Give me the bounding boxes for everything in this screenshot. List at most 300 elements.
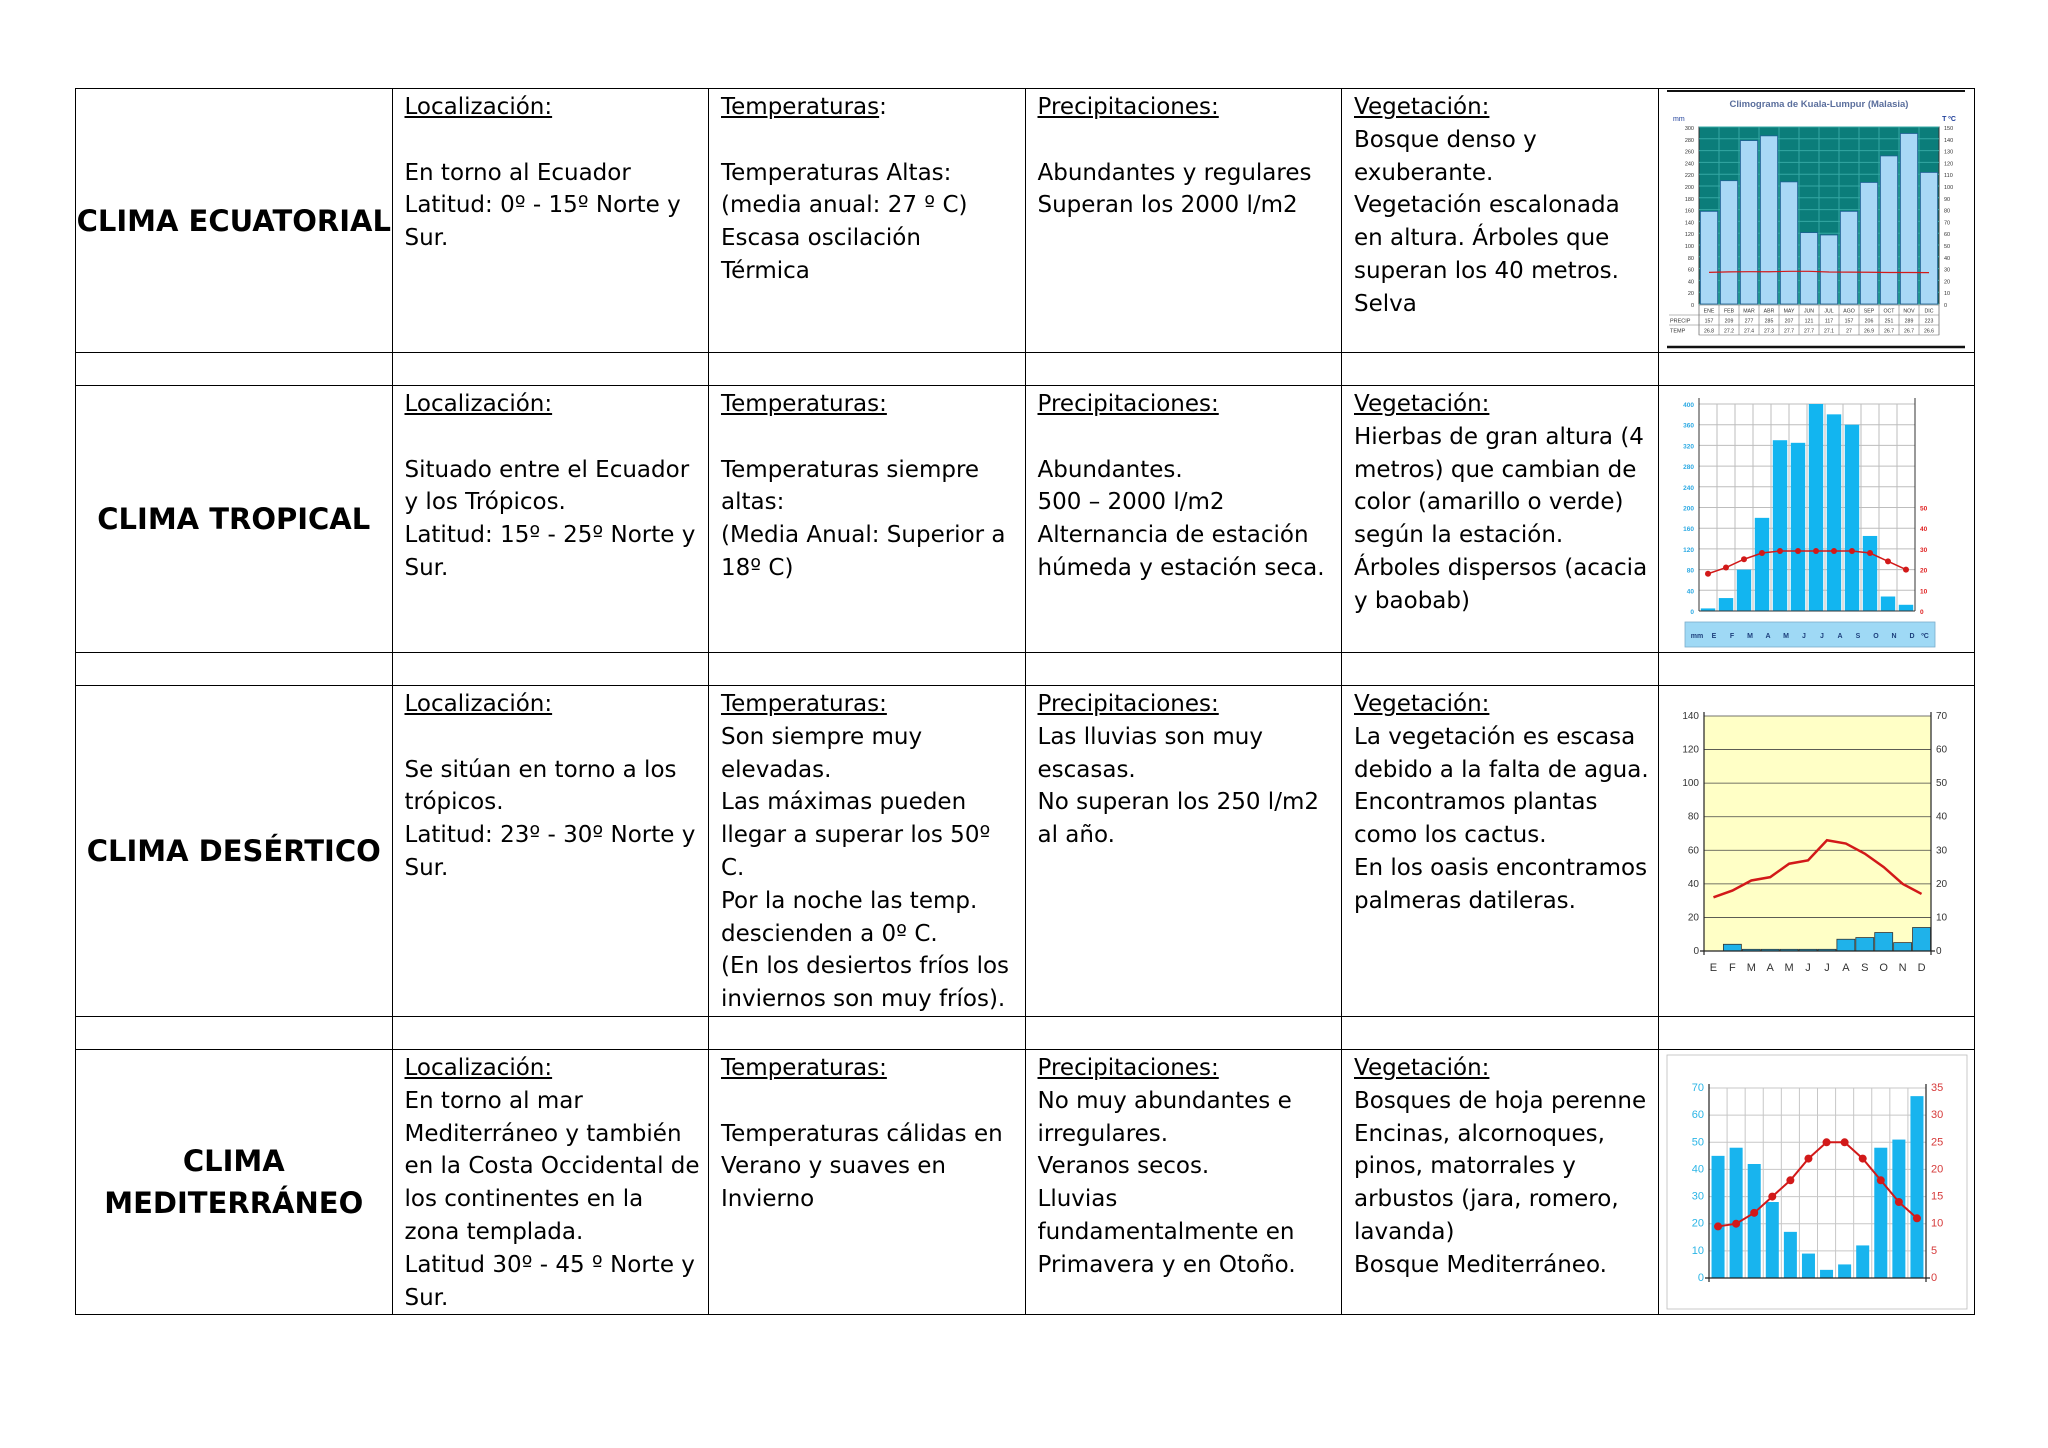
- temperaturas-line: Las máximas pueden llegar a superar los 50º C.: [721, 789, 991, 881]
- climograph-cell: [1658, 89, 1975, 353]
- month-label: ABR: [1763, 308, 1774, 315]
- precipitaciones-line: Abundantes.: [1037, 456, 1183, 483]
- left-tick-label: 160: [1684, 208, 1694, 215]
- temperaturas-line: (En los desiertos fríos los inviernos son muy fríos).: [721, 953, 1010, 1013]
- precip-value: 121: [1804, 318, 1813, 325]
- temperature-point: [1813, 548, 1819, 554]
- spacer-cell: [1658, 353, 1975, 386]
- precip-bar: [1855, 938, 1873, 951]
- spacer-cell: [1025, 653, 1342, 686]
- temperaturas-heading-label: Temperaturas: [721, 94, 880, 120]
- month-label: N: [1898, 962, 1907, 974]
- precipitaciones-heading: [1038, 1052, 1334, 1085]
- climate-name: CLIMA TROPICAL: [97, 502, 371, 536]
- right-tick-label: 70: [1935, 711, 1947, 722]
- right-unit-label: T ºC: [1941, 116, 1956, 123]
- spacer-row: [76, 1016, 1975, 1049]
- localizacion-heading-label: Localización:: [404, 691, 553, 717]
- climate-table: [75, 88, 1975, 1315]
- right-tick-label: 120: [1943, 161, 1953, 168]
- precip-bar: [1862, 536, 1876, 611]
- localizacion-heading-label: Localización:: [404, 391, 553, 417]
- spacer-cell: [1342, 353, 1659, 386]
- precip-bar: [1898, 605, 1912, 611]
- right-tick-label: 10: [1935, 912, 1947, 924]
- temperature-point: [1831, 548, 1837, 554]
- month-label: M: [1746, 633, 1753, 640]
- vegetacion-heading: [1354, 688, 1650, 721]
- precip-bar: [1874, 933, 1892, 951]
- temp-value: 26.6: [1923, 328, 1934, 335]
- temperature-point: [1822, 1138, 1830, 1146]
- month-label: A: [1766, 962, 1774, 974]
- localizacion-line: [405, 124, 701, 157]
- precipitaciones-line: Lluvias fundamentalmente en Primavera y en Otoño.: [1037, 1186, 1296, 1278]
- precipitaciones-heading: [1038, 688, 1334, 721]
- temperature-point: [1867, 550, 1873, 556]
- spacer-row: [76, 353, 1975, 386]
- localizacion-line: [405, 421, 701, 454]
- climate-name: CLIMA ECUATORIAL: [76, 203, 391, 238]
- vegetacion-line: Vegetación escalonada en altura. Árboles que superan los 40 metros.: [1354, 192, 1620, 284]
- left-tick-label: 280: [1684, 137, 1694, 144]
- climograph-cell: [1658, 686, 1975, 1017]
- vegetacion-heading-label: Vegetación:: [1354, 691, 1490, 717]
- temperaturas-line: (media anual: 27 º C): [721, 192, 968, 219]
- left-tick-label: 140: [1684, 220, 1694, 227]
- left-tick-label: 40: [1687, 878, 1699, 890]
- temperaturas-line: Por la noche las temp. descienden a 0º C.: [721, 887, 978, 947]
- vegetacion-line: Bosque denso y exuberante.: [1354, 126, 1537, 186]
- precip-bar: [1840, 211, 1857, 304]
- precipitaciones-line: [1038, 124, 1334, 157]
- precip-bar: [1826, 414, 1840, 611]
- left-tick-label: 0: [1689, 609, 1694, 616]
- temperature-point: [1732, 1220, 1740, 1228]
- precipitaciones-heading-label: Precipitaciones:: [1037, 1054, 1219, 1081]
- left-tick-label: 50: [1691, 1136, 1704, 1149]
- vegetacion-line: Encontramos plantas como los cactus.: [1354, 789, 1598, 849]
- right-tick-label: 30: [1919, 546, 1927, 554]
- table-body: [76, 89, 1975, 1315]
- month-label: M: [1746, 962, 1756, 974]
- climate-name: MEDITERRÁNEO: [104, 1186, 364, 1221]
- precip-value: 289: [1904, 318, 1913, 325]
- right-tick-label: 25: [1930, 1136, 1943, 1149]
- climograph-cell: [1658, 1049, 1975, 1314]
- month-label: AGO: [1842, 308, 1855, 315]
- temperature-point: [1849, 548, 1855, 554]
- precipitaciones-line: Veranos secos.: [1037, 1153, 1210, 1180]
- precip-bar: [1836, 939, 1854, 951]
- right-tick-label: 110: [1943, 173, 1953, 180]
- right-tick-label: 15: [1930, 1190, 1943, 1203]
- localizacion-line: Latitud: 15º - 25º Norte y Sur.: [404, 522, 696, 581]
- month-label: M: [1782, 633, 1789, 640]
- climate-row: [76, 686, 1975, 1017]
- month-label: E: [1711, 633, 1716, 640]
- climate-name-cell: [76, 686, 393, 1017]
- left-tick-label: 60: [1691, 1109, 1704, 1122]
- temperaturas-heading-label: Temperaturas:: [721, 1054, 887, 1081]
- spacer-cell: [1342, 1016, 1659, 1049]
- vegetacion-line: Bosque Mediterráneo.: [1354, 1251, 1607, 1278]
- desert-climograph: [1659, 686, 1975, 983]
- left-tick-label: 60: [1687, 845, 1699, 857]
- temperaturas-heading: [721, 688, 1017, 721]
- vegetacion-cell: [1342, 1049, 1659, 1314]
- spacer-cell: [709, 353, 1026, 386]
- precip-bar: [1874, 1148, 1887, 1278]
- spacer-cell: [76, 1016, 393, 1049]
- climate-row: [76, 89, 1975, 353]
- vegetacion-cell: [1342, 89, 1659, 353]
- month-label: A: [1841, 962, 1850, 974]
- left-tick-label: 400: [1682, 402, 1694, 409]
- temperaturas-line: Son siempre muy elevadas.: [721, 723, 923, 783]
- left-tick-label: 0: [1692, 946, 1699, 957]
- month-label: O: [1872, 633, 1879, 640]
- right-tick-label: 60: [1935, 744, 1947, 756]
- month-label: MAY: [1783, 308, 1794, 315]
- climate-name: CLIMA: [182, 1144, 285, 1179]
- month-label: J: [1823, 962, 1830, 974]
- vegetacion-line: En los oasis encontramos palmeras datileras.: [1354, 854, 1648, 914]
- month-label: M: [1784, 962, 1794, 974]
- temperature-point: [1786, 1176, 1794, 1184]
- left-tick-label: 140: [1681, 711, 1699, 722]
- left-tick-label: 100: [1684, 244, 1694, 250]
- month-label: A: [1764, 633, 1771, 640]
- climate-name: CLIMA DESÉRTICO: [86, 833, 381, 868]
- temperaturas-heading: [721, 388, 1017, 421]
- climate-row: [76, 386, 1975, 653]
- spacer-cell: [709, 1016, 1026, 1049]
- temp-value: 27: [1845, 328, 1852, 335]
- right-tick-label: 60: [1943, 232, 1950, 239]
- localizacion-line: [405, 721, 701, 754]
- right-tick-label: 80: [1943, 208, 1950, 215]
- temperaturas-cell: [709, 686, 1026, 1017]
- right-tick-label: 40: [1943, 255, 1950, 262]
- temperature-point: [1804, 1155, 1812, 1163]
- temperaturas-heading: [721, 91, 1017, 124]
- precip-bar: [1808, 404, 1822, 611]
- left-tick-label: 0: [1697, 1271, 1704, 1284]
- localizacion-line: Latitud: 23º - 30º Norte y Sur.: [404, 822, 696, 881]
- chart-title: Climograma de Kuala-Lumpur (Malasia): [1729, 99, 1908, 110]
- precip-value: 277: [1744, 318, 1753, 325]
- right-tick-label: 20: [1930, 1163, 1943, 1176]
- spacer-cell: [1025, 1016, 1342, 1049]
- right-tick-label: 5: [1930, 1244, 1937, 1257]
- precip-bar: [1800, 233, 1817, 304]
- month-label: NOV: [1902, 308, 1915, 315]
- precip-value: 157: [1704, 318, 1713, 325]
- precip-bar: [1900, 133, 1917, 304]
- precip-bar: [1892, 1140, 1905, 1278]
- precip-bar: [1820, 235, 1837, 304]
- right-tick-label: 50: [1935, 778, 1947, 790]
- temperaturas-cell: [709, 89, 1026, 353]
- vegetacion-heading: [1354, 388, 1650, 421]
- precip-bar: [1760, 136, 1777, 304]
- vegetacion-heading: [1354, 1052, 1650, 1085]
- right-tick-label: 130: [1943, 149, 1953, 156]
- right-tick-label: 50: [1943, 244, 1950, 250]
- climate-name-cell: [76, 89, 393, 353]
- spacer-cell: [1342, 653, 1659, 686]
- precip-bar: [1790, 443, 1804, 611]
- left-tick-label: 80: [1687, 255, 1694, 262]
- precip-bar: [1772, 440, 1786, 611]
- spacer-cell: [392, 1016, 709, 1049]
- left-tick-label: 220: [1684, 173, 1694, 180]
- temp-value: 27.4: [1743, 328, 1754, 335]
- month-label: N: [1890, 633, 1897, 640]
- temp-row-label: TEMP: [1669, 328, 1685, 335]
- precip-bar: [1740, 141, 1757, 304]
- left-tick-label: 120: [1681, 744, 1699, 756]
- temp-value: 27.3: [1763, 328, 1774, 335]
- precip-bar: [1723, 944, 1741, 951]
- right-tick-label: 30: [1943, 267, 1950, 274]
- temperaturas-line: Escasa oscilación Térmica: [721, 225, 921, 284]
- left-unit-label: mm: [1690, 633, 1703, 640]
- precip-bar: [1838, 1264, 1851, 1278]
- localizacion-heading: [405, 388, 701, 421]
- temperature-point: [1750, 1209, 1758, 1217]
- left-tick-label: 40: [1686, 588, 1694, 596]
- localizacion-line: Se sitúan en torno a los trópicos.: [404, 756, 677, 816]
- left-tick-label: 10: [1691, 1244, 1704, 1257]
- precipitaciones-line: 500 – 2000 l/m2: [1037, 489, 1225, 516]
- spacer-cell: [1025, 353, 1342, 386]
- plot-area: [1704, 716, 1931, 951]
- month-band: [1685, 622, 1935, 647]
- localizacion-cell: [392, 1049, 709, 1314]
- precipitaciones-line: [1038, 421, 1334, 454]
- precip-bar: [1765, 1202, 1778, 1278]
- precipitaciones-line: No superan los 250 l/m2 al año.: [1037, 789, 1319, 849]
- temperature-point: [1759, 550, 1765, 556]
- localizacion-cell: [392, 89, 709, 353]
- month-label: F: [1728, 962, 1736, 974]
- temperature-point: [1840, 1138, 1848, 1146]
- spacer-cell: [709, 653, 1026, 686]
- precipitaciones-line: Las lluvias son muy escasas.: [1037, 723, 1263, 783]
- precip-value: 207: [1784, 318, 1793, 325]
- precip-bar: [1880, 597, 1894, 611]
- precip-bar: [1801, 1254, 1814, 1278]
- temperaturas-line: Temperaturas cálidas en Verano y suaves en Invierno: [721, 1120, 1003, 1213]
- temperaturas-line: Temperaturas Altas:: [721, 159, 952, 186]
- precipitaciones-heading-label: Precipitaciones:: [1037, 691, 1219, 717]
- precip-bar: [1912, 928, 1930, 952]
- vegetacion-heading-label: Vegetación:: [1354, 1054, 1490, 1081]
- left-tick-label: 240: [1684, 161, 1694, 168]
- left-tick-label: 120: [1682, 546, 1694, 554]
- localizacion-heading: [405, 1052, 701, 1085]
- month-label: ENE: [1703, 308, 1714, 315]
- left-tick-label: 20: [1691, 1217, 1704, 1230]
- temp-value: 26.7: [1883, 328, 1894, 335]
- precip-bar: [1780, 182, 1797, 304]
- precipitaciones-heading: [1038, 388, 1334, 421]
- precip-bar: [1856, 1245, 1869, 1278]
- temp-value: 26.7: [1903, 328, 1914, 335]
- mediterranean-climograph: [1659, 1050, 1975, 1314]
- precip-bar: [1711, 1156, 1724, 1278]
- left-tick-label: 180: [1684, 196, 1694, 203]
- localizacion-line: En torno al Ecuador: [404, 159, 631, 186]
- month-label: D: [1908, 633, 1915, 640]
- precip-bar: [1700, 211, 1717, 304]
- temperaturas-line: [721, 124, 1017, 157]
- left-tick-label: 200: [1682, 505, 1694, 513]
- precip-bar: [1920, 172, 1937, 304]
- precip-value: 223: [1924, 318, 1933, 325]
- temp-value: 26.8: [1703, 328, 1714, 335]
- left-tick-label: 320: [1682, 443, 1694, 451]
- right-tick-label: 35: [1930, 1081, 1943, 1094]
- right-tick-label: 0: [1919, 609, 1924, 616]
- right-tick-label: 0: [1935, 946, 1942, 957]
- left-tick-label: 300: [1684, 126, 1694, 132]
- spacer-cell: [1658, 653, 1975, 686]
- precipitaciones-cell: [1025, 686, 1342, 1017]
- temperature-point: [1876, 1176, 1884, 1184]
- climate-name-cell: [76, 386, 393, 653]
- left-tick-label: 200: [1684, 185, 1694, 191]
- left-tick-label: 20: [1687, 291, 1694, 298]
- vegetacion-heading-label: Vegetación:: [1354, 94, 1490, 120]
- precip-bar: [1860, 182, 1877, 304]
- temperature-point: [1795, 548, 1801, 554]
- month-label: D: [1917, 962, 1926, 974]
- left-tick-label: 80: [1687, 811, 1699, 823]
- month-label: JUL: [1823, 308, 1834, 315]
- month-label: S: [1860, 962, 1868, 974]
- left-tick-label: 260: [1684, 149, 1694, 156]
- precip-value: 285: [1764, 318, 1773, 325]
- localizacion-cell: [392, 386, 709, 653]
- temperaturas-line: Temperaturas siempre altas:: [721, 456, 980, 516]
- temperaturas-line: [721, 1085, 1017, 1118]
- vegetacion-heading-label: Vegetación:: [1354, 391, 1490, 417]
- localizacion-heading: [405, 91, 701, 124]
- temperature-point: [1903, 567, 1909, 573]
- spacer-cell: [76, 653, 393, 686]
- precip-bar: [1880, 156, 1897, 304]
- precip-value: 117: [1824, 318, 1833, 325]
- precipitaciones-heading-label: Precipitaciones:: [1037, 391, 1219, 417]
- left-tick-label: 360: [1682, 422, 1694, 430]
- temperature-point: [1858, 1155, 1866, 1163]
- temperature-point: [1714, 1222, 1722, 1230]
- temperaturas-cell: [709, 1049, 1026, 1314]
- right-tick-label: 150: [1943, 126, 1953, 132]
- temperature-point: [1705, 571, 1711, 577]
- left-tick-label: 40: [1691, 1163, 1704, 1176]
- precip-value: 206: [1864, 318, 1873, 325]
- kuala-lumpur-climograph: [1659, 89, 1975, 352]
- vegetacion-line: Bosques de hoja perenne: [1354, 1087, 1647, 1114]
- right-tick-label: 10: [1930, 1217, 1943, 1230]
- right-tick-label: 30: [1930, 1109, 1943, 1122]
- left-tick-label: 60: [1687, 267, 1694, 274]
- temperaturas-line: [721, 421, 1017, 454]
- localizacion-heading: [405, 688, 701, 721]
- precipitaciones-cell: [1025, 1049, 1342, 1314]
- temperaturas-heading-colon: :: [879, 94, 887, 120]
- right-tick-label: 90: [1943, 196, 1950, 203]
- localizacion-line: Latitud 30º - 45 º Norte y Sur.: [404, 1251, 695, 1311]
- temp-value: 27.7: [1803, 328, 1814, 335]
- temp-value: 26.9: [1863, 328, 1874, 335]
- precipitaciones-line: No muy abundantes e irregulares.: [1037, 1087, 1292, 1147]
- month-label: JUN: [1803, 308, 1814, 315]
- right-tick-label: 20: [1935, 878, 1947, 890]
- vegetacion-line: Encinas, alcornoques, pinos, matorrales y arbustos (jara, romero, lavanda): [1354, 1120, 1619, 1245]
- right-tick-label: 40: [1919, 526, 1927, 534]
- month-label: DIC: [1924, 308, 1933, 315]
- precip-bar: [1820, 1270, 1833, 1278]
- precip-row-label: PRECIP: [1669, 318, 1690, 325]
- left-tick-label: 160: [1682, 526, 1694, 534]
- precipitaciones-heading-label: Precipitaciones:: [1037, 94, 1219, 120]
- temperaturas-heading-label: Temperaturas:: [721, 391, 887, 417]
- month-label: J: [1801, 633, 1806, 640]
- right-tick-label: 40: [1935, 811, 1947, 823]
- month-label: MAR: [1742, 308, 1755, 315]
- left-tick-label: 120: [1684, 232, 1694, 239]
- right-tick-label: 10: [1943, 291, 1950, 298]
- temperature-point: [1741, 556, 1747, 562]
- vegetacion-line: La vegetación es escasa debido a la falta de agua.: [1354, 723, 1649, 783]
- left-unit-label: mm: [1672, 116, 1685, 123]
- precip-bar: [1718, 598, 1732, 611]
- left-tick-label: 80: [1686, 567, 1694, 575]
- climograph-cell: [1658, 386, 1975, 653]
- temp-value: 27.1: [1823, 328, 1834, 335]
- localizacion-line: Situado entre el Ecuador y los Trópicos.: [404, 456, 690, 516]
- vegetacion-heading: [1354, 91, 1650, 124]
- precip-bar: [1747, 1164, 1760, 1278]
- temperaturas-heading-label: Temperaturas:: [721, 691, 887, 717]
- month-label: F: [1729, 633, 1734, 640]
- spacer-cell: [392, 653, 709, 686]
- temperature-point: [1768, 1193, 1776, 1201]
- vegetacion-line: Hierbas de gran altura (4 metros) que cambian de color (amarillo o verde) según la estación.: [1354, 423, 1644, 549]
- precip-bar: [1754, 518, 1768, 611]
- temperature-point: [1912, 1214, 1920, 1222]
- precip-value: 157: [1844, 318, 1853, 325]
- localizacion-line: Latitud: 0º - 15º Norte y Sur.: [404, 192, 681, 252]
- vegetacion-cell: [1342, 686, 1659, 1017]
- right-tick-label: 0: [1930, 1271, 1937, 1284]
- spacer-cell: [1658, 1016, 1975, 1049]
- left-tick-label: 40: [1687, 279, 1694, 286]
- localizacion-heading-label: Localización:: [404, 94, 553, 120]
- localizacion-line: En torno al mar Mediterráneo y también en la Costa Occidental de los continentes en la zona templada.: [404, 1087, 700, 1245]
- temperature-point: [1885, 558, 1891, 564]
- month-label: O: [1878, 962, 1888, 974]
- right-tick-label: 70: [1943, 220, 1950, 227]
- spacer-row: [76, 653, 1975, 686]
- precipitaciones-cell: [1025, 89, 1342, 353]
- precipitaciones-line: Superan los 2000 l/m2: [1037, 192, 1298, 219]
